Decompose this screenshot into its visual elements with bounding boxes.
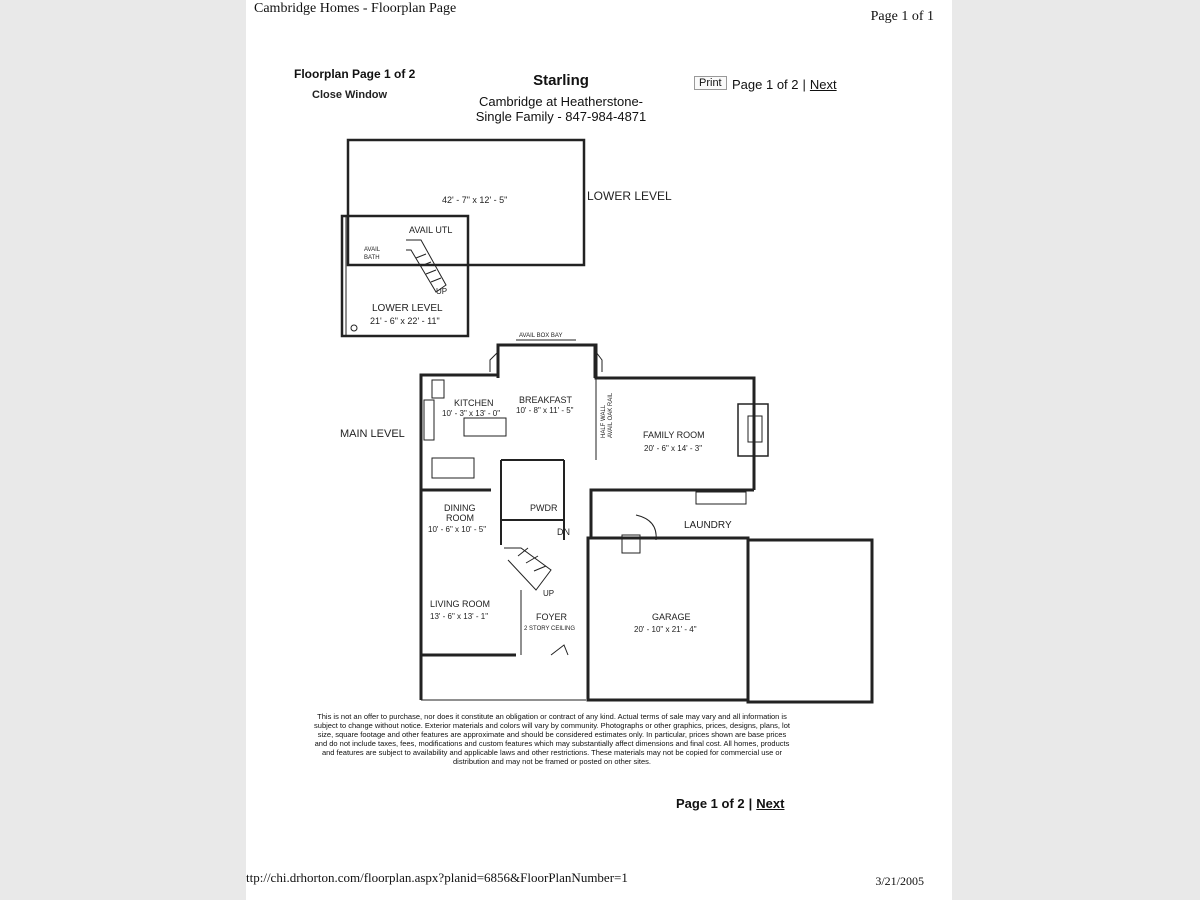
powder-room-label: PWDR bbox=[530, 503, 558, 513]
main-stairs-up-label: UP bbox=[543, 589, 555, 598]
lower-stairs-up-label: UP bbox=[436, 287, 448, 296]
floorplan-page-label: Floorplan Page 1 of 2 bbox=[294, 67, 416, 81]
page-nav-bottom-separator: | bbox=[748, 796, 753, 811]
breakfast-dims: 10' - 8" x 11' - 5" bbox=[516, 406, 574, 415]
living-room-label: LIVING ROOM bbox=[430, 599, 491, 609]
living-room-dims: 13' - 6" x 13' - 1" bbox=[430, 612, 489, 621]
footer-url: ttp://chi.drhorton.com/floorplan.aspx?planid=6856&FloorPlanNumber=1 bbox=[246, 870, 628, 885]
avail-bath-label-2: BATH bbox=[364, 255, 380, 261]
avail-bath-label-1: AVAIL bbox=[364, 247, 381, 253]
next-link[interactable]: Next bbox=[809, 77, 837, 92]
community-line-1: Cambridge at Heatherstone- bbox=[478, 94, 644, 109]
community-line-2: Single Family - 847-984-4871 bbox=[475, 109, 647, 124]
stairs-down-label: DN bbox=[557, 527, 570, 537]
kitchen-wall bbox=[421, 375, 501, 490]
half-wall-label-2: AVAIL OAK RAIL bbox=[608, 392, 614, 438]
page-nav-separator: | bbox=[802, 77, 806, 92]
printed-page bbox=[246, 0, 952, 900]
garage-bay-wall bbox=[748, 540, 872, 702]
laundry-label: LAUNDRY bbox=[684, 520, 732, 531]
lower-storage-dims: 42' - 7" x 12' - 5" bbox=[442, 195, 508, 205]
document-header-title: Cambridge Homes - Floorplan Page bbox=[254, 1, 457, 16]
main-level-label: MAIN LEVEL bbox=[340, 428, 405, 440]
breakfast-label: BREAKFAST bbox=[519, 395, 573, 405]
garage-label: GARAGE bbox=[652, 612, 691, 622]
legal-disclaimer: This is not an offer to purchase, nor does it constitute an obligation or contract of any kind. Actual terms of sale may vary and all information is subject to change without notice. Exterior materials and colors will vary by community. Photographs or other graphics, prices, designs, plans, lot size, square footage and other features are approximate and should be considered estimates only. In particular, prices shown are base prices and do not include taxes, fees, modifications and custom features which may substantially affect dimensions and final cost. All homes, products and features are subject to availability and applicable laws and other restrictions. These materials may not be copied for commercial use or distribution and may not be framed or posted on other sites. bbox=[314, 712, 790, 766]
half-wall-label-1: HALF WALL bbox=[601, 404, 607, 438]
lower-level-title: LOWER LEVEL bbox=[587, 189, 672, 203]
kitchen-dims: 10' - 3" x 13' - 0" bbox=[442, 409, 501, 418]
print-button[interactable]: Print bbox=[694, 76, 727, 90]
page-nav-bottom bbox=[676, 796, 784, 811]
dining-label-2: ROOM bbox=[446, 513, 474, 523]
foyer-note: 2 STORY CEILING bbox=[524, 626, 576, 632]
dining-label-1: DINING bbox=[444, 503, 476, 513]
main-level-wall-top bbox=[498, 345, 754, 490]
avail-box-bay-label: AVAIL BOX BAY bbox=[519, 333, 563, 339]
family-room-dims: 20' - 6" x 14' - 3" bbox=[644, 444, 703, 453]
lower-level-room-dims: 21' - 6" x 22' - 11" bbox=[370, 316, 440, 326]
dining-dims: 10' - 6" x 10' - 5" bbox=[428, 525, 487, 534]
lower-level-room-name: LOWER LEVEL bbox=[372, 303, 443, 314]
footer-date: 3/21/2005 bbox=[875, 874, 924, 888]
document-page-indicator: Page 1 of 1 bbox=[870, 9, 934, 24]
kitchen-label: KITCHEN bbox=[454, 398, 494, 408]
family-room-label: FAMILY ROOM bbox=[643, 430, 705, 440]
page-nav-bottom-label: Page 1 of 2 bbox=[676, 796, 745, 811]
page-nav-label: Page 1 of 2 bbox=[732, 77, 799, 92]
next-link-bottom[interactable]: Next bbox=[756, 796, 785, 811]
close-window-link[interactable]: Close Window bbox=[312, 89, 388, 101]
plan-name: Starling bbox=[533, 72, 589, 89]
avail-utl-label: AVAIL UTL bbox=[409, 225, 453, 235]
foyer-label: FOYER bbox=[536, 612, 568, 622]
garage-dims: 20' - 10" x 21' - 4" bbox=[634, 625, 697, 634]
